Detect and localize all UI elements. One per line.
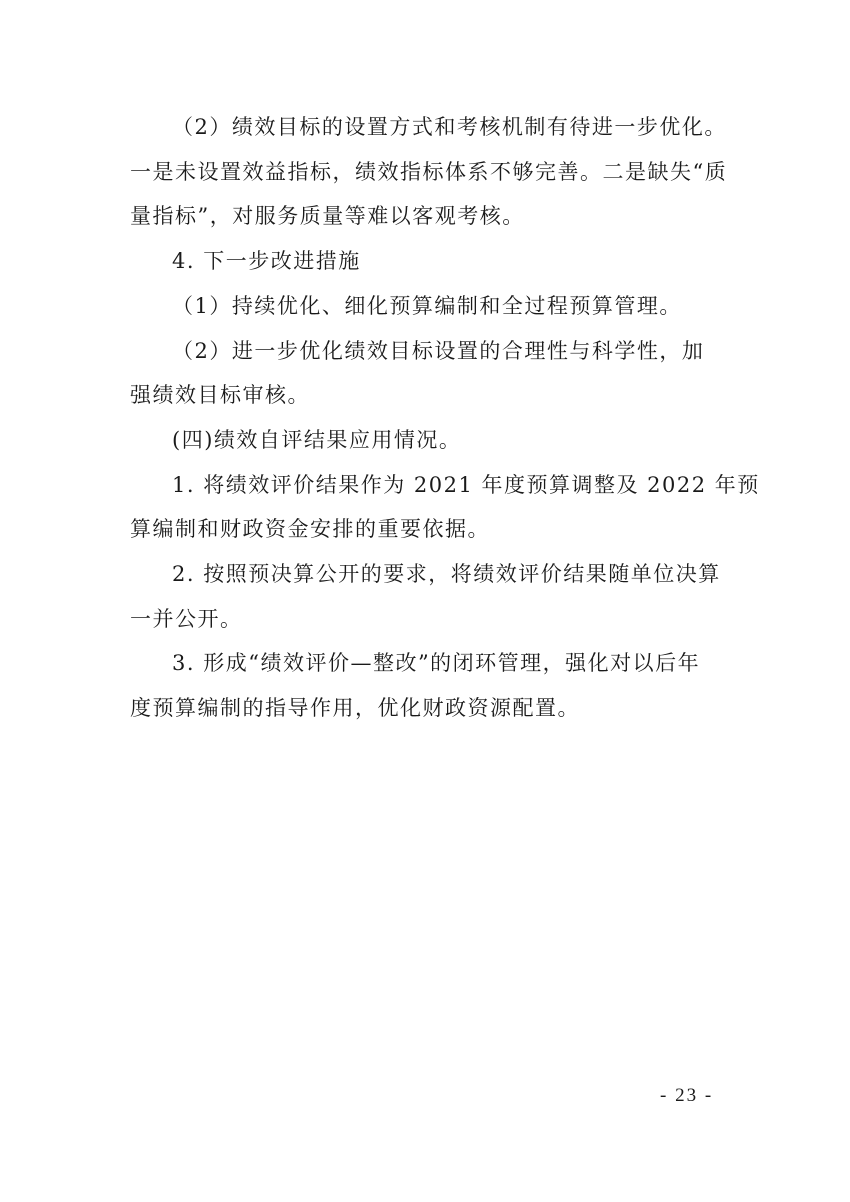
section-heading: 4. 下一步改进措施 xyxy=(172,249,361,273)
paragraph-line: 2. 按照预决算公开的要求，将绩效评价结果随单位决算 xyxy=(172,562,721,586)
paragraph-line: 一并公开。 xyxy=(130,607,243,631)
paragraph-line: （1）持续优化、细化预算编制和全过程预算管理。 xyxy=(172,294,682,318)
paragraph-line: 算编制和财政资金安排的重要依据。 xyxy=(130,517,490,541)
page-number: - 23 - xyxy=(660,1085,714,1106)
paragraph-line: （2）绩效目标的设置方式和考核机制有待进一步优化。 xyxy=(172,115,727,139)
paragraph-line: 度预算编制的指导作用，优化财政资源配置。 xyxy=(130,696,580,720)
section-heading: (四)绩效自评结果应用情况。 xyxy=(172,428,462,452)
paragraph-line: 3. 形成“绩效评价—整改”的闭环管理，强化对以后年 xyxy=(172,651,701,675)
paragraph-line: （2）进一步优化绩效目标设置的合理性与科学性，加 xyxy=(172,339,705,363)
paragraph-line: 1. 将绩效评价结果作为 2021 年度预算调整及 2022 年预 xyxy=(172,473,760,497)
paragraph-line: 强绩效目标审核。 xyxy=(130,383,310,407)
paragraph-line: 一是未设置效益指标，绩效指标体系不够完善。二是缺失“质 xyxy=(130,160,728,184)
paragraph-line: 量指标”，对服务质量等难以客观考核。 xyxy=(130,204,525,228)
